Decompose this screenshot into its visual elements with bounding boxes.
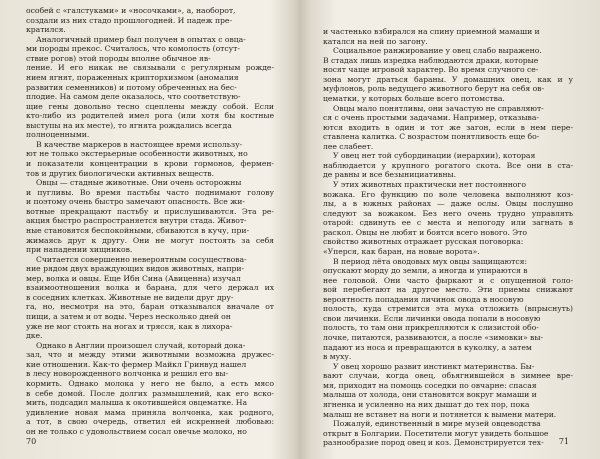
text-line: Считается совершенно невероятным сосуществова- [36, 254, 247, 264]
text-line: ствие рогов) этой породы вполне обычное яв- [26, 53, 211, 63]
text-line: Овцы мало понятливы, они зачастую не справляют- [333, 103, 544, 113]
text-line: следуют за вожаком. Без него очень трудно управлять [323, 208, 573, 218]
text-line: катался на ней по загону. [323, 36, 428, 46]
text-line: открыт в Болгарии. Посетители могут увидеть большое [323, 428, 549, 438]
text-line: наблюдается у крупного рогатого скота. Все они в ста- [323, 160, 573, 170]
text-line: зона могут драться бараны. У домашних овец, как и у [323, 74, 573, 84]
text-line: уже не мог стоять на ногах и трясся, как в лихора- [26, 321, 233, 331]
text-line: муфлонов, роль ведущего животного берут на себя ов- [323, 84, 545, 94]
text-line: кто-либо из родителей имел рога (или хотя бы костные [26, 111, 274, 121]
text-line: жимаясь друг к другу. Они не могут постоять за себя [26, 235, 274, 245]
text-line: взаимоотношения волка и барана, для чего держал их [26, 283, 274, 293]
text-line: свои личинки. Если личинки овода попали в носовую [323, 313, 541, 323]
text-line: удивление новая мама приняла волчонка, как родного, [26, 407, 274, 417]
text-line: ные становятся беспокойными, сбиваются в кучу, при- [26, 225, 250, 235]
text-line: ление. И его никак не связывали с регулярным рожде- [26, 63, 274, 73]
text-line: и пугливы. Во время пастьбы часто поднимают голову [26, 187, 274, 197]
left-page-number: 70 [26, 437, 37, 446]
text-line: В период лёта оводовых мух овцы защищаются: [333, 256, 527, 266]
text-line: нее головой. Они часто фыркают и с опущенной голо- [323, 275, 573, 285]
text-line: ют не только экстерьерные особенности животных, но [26, 149, 248, 159]
text-line: опускают морду до земли, а иногда и упираются в [323, 266, 528, 276]
text-line: тов и других биологически активных веществ. [26, 168, 214, 178]
text-line: при нападении хищников. [26, 245, 133, 255]
text-line: а тот, в свою очередь, ответил ей искренней любовью: [26, 417, 274, 427]
text-line: свойство животных отражает русская поговорка: [323, 237, 524, 247]
text-line: Аналогичный пример был получен в опытах с овца- [36, 34, 246, 44]
text-line: У овец хорошо развит инстинкт материнства. Бы- [333, 361, 535, 371]
text-line: вотные прекращают пастьбу и прислушиваются. Эта ре- [26, 206, 274, 216]
text-line: ние рядом двух враждующих видов животных, напри- [26, 264, 245, 274]
text-line: в соседних клетках. Животные не видели друг дру- [26, 292, 234, 302]
text-line: мер, волка и овцы. Еще Ибн Сина (Авиценна) изучал [26, 273, 241, 283]
text-line: полость, куда стремится эта муха отложить (впрыснуть) [323, 304, 573, 314]
text-line: носят чаще игровой характер. Во время случного се- [323, 65, 539, 75]
text-line: цематки, у которых больше всего потомства. [323, 93, 505, 103]
text-line: лочке, питаются, развиваются, а после «зимовки» вы- [323, 333, 543, 342]
text-line: «Уперся, как баран, на новые ворота». [323, 246, 480, 256]
text-line: нием ягнят, пораженных крипторхизмом (аномалия [26, 72, 239, 82]
text-line: лее слабеет. [323, 141, 374, 151]
text-line: раскол. Овцы не любят и боятся всего нового. Это [323, 227, 527, 237]
text-line: де равны и все безынициативны. [323, 170, 457, 180]
text-line: вают случаи, когда овец, обьягнившейся в зимнее вре- [323, 371, 573, 381]
left-page [26, 0, 274, 459]
text-line: выступы на их месте), то ягнята рождались всегда [26, 120, 232, 130]
text-line: пищи, а затем и от воды. Через несколько дней он [26, 312, 231, 321]
text-line: падают из носа и превращаются в куколку, а затем [323, 342, 532, 352]
text-line: ягненка и усиленно на них дышат до тех пор, пока [323, 399, 530, 409]
text-line: полость, то там они прикрепляются к слизистой обо- [323, 323, 539, 333]
text-line: отарой: сдвинуть ее с места и непогоду или загнать в [323, 218, 573, 228]
text-line: малыша от холода, они становятся вокруг мамаши и [323, 390, 537, 400]
text-line: В качестве маркеров в настоящее время использу- [36, 139, 243, 149]
text-line: щие гены довольно тесно сцеплены между собой. Если [26, 101, 274, 111]
text-line: дке. [26, 331, 43, 341]
text-line: в себе домой. После долгих размышлений, как его вско- [26, 388, 274, 398]
text-line: вой перебегают на другое место. Эти приемы снижают [323, 285, 573, 295]
text-line: создали из них стадо прошлогодней. И падеж пре- [26, 15, 232, 25]
text-line: Социальное ранжирование у овец слабо выражено. [333, 46, 542, 56]
right-page-text [323, 27, 573, 448]
right-page [323, 0, 573, 459]
text-line: вероятность попадания личинок овода в носовую [323, 294, 524, 304]
text-line: ются входить в один и тот же загон, если в нем пере- [323, 122, 573, 132]
text-line: кормить. Однако молока у него не было, а есть мясо [26, 378, 274, 388]
text-line: зал, что и между этими животными возможна дружес- [26, 350, 274, 360]
text-line: развития семенников) и потому обреченных на бес- [26, 82, 237, 92]
text-line: и показатели концентрации в крови гормонов, фермен- [26, 159, 274, 168]
text-line: мить, подсадил малыша к окотившейся овцематке. На [26, 398, 247, 408]
right-page-number: 71 [558, 437, 569, 446]
text-line: и поэтому очень быстро замечают опасность. Все жи- [26, 197, 245, 207]
text-line: Однако в Англии произошел случай, который дока- [36, 340, 246, 350]
text-line: плодие. На самом деле оказалось, что соответствую- [26, 92, 241, 102]
text-line: У овец нет той субординации (иерархии), которая [333, 151, 536, 161]
text-line: лы, а в южных районах — даже ослы. Овцы послушно [323, 199, 573, 209]
text-line: У этих животных практически нет постоянного [333, 180, 526, 189]
text-line: акция быстро распространяется внутри стада. Живот- [26, 216, 247, 226]
left-page-text [26, 6, 274, 436]
text-line: В стадах лишь изредка наблюдаются драки, которые [323, 55, 539, 65]
text-line: ся с очень простыми задачами. Например, отказыва- [323, 113, 539, 123]
text-line: мя, приходят на помощь соседки по овчарне: спасая [323, 380, 537, 390]
text-line: ми породы прекос. Считалось, что комолость (отсут- [26, 44, 240, 54]
text-line: полноценными. [26, 130, 90, 140]
text-line: Овцы — стадные животные. Они очень осторожны [36, 178, 242, 188]
text-line: ставлена калитка. С возрастом понятливость еще бо- [323, 132, 540, 142]
text-line: и частенько взбирался на спину приемной мамаши и [323, 27, 540, 36]
text-line: Пожалуй, единственный в мире музей овцеводства [333, 419, 541, 429]
text-line: в лесу новорожденного волчонка и решил его вы- [26, 369, 229, 379]
text-line: кратился. [26, 25, 66, 35]
text-line: он не только с удовольствием сосал овечье молоко, но [26, 426, 247, 436]
text-line: разнообразие пород овец и коз. Демонстрируется тех- [323, 438, 544, 448]
text-line: в муху. [323, 352, 352, 362]
text-line: вожака. Его функцию по воле человека выполняют коз- [323, 189, 573, 199]
text-line: особей с «галстуками» и «носочками», а, наоборот, [26, 6, 236, 15]
text-line: кие отношения. Как-то фермер Майкл Гринвуд нашел [26, 359, 247, 369]
text-line: га, но, несмотря на это, баран отказывался вначале от [26, 302, 274, 312]
text-line: малыш не встанет на ноги и потянется к вымени матери. [323, 409, 557, 419]
